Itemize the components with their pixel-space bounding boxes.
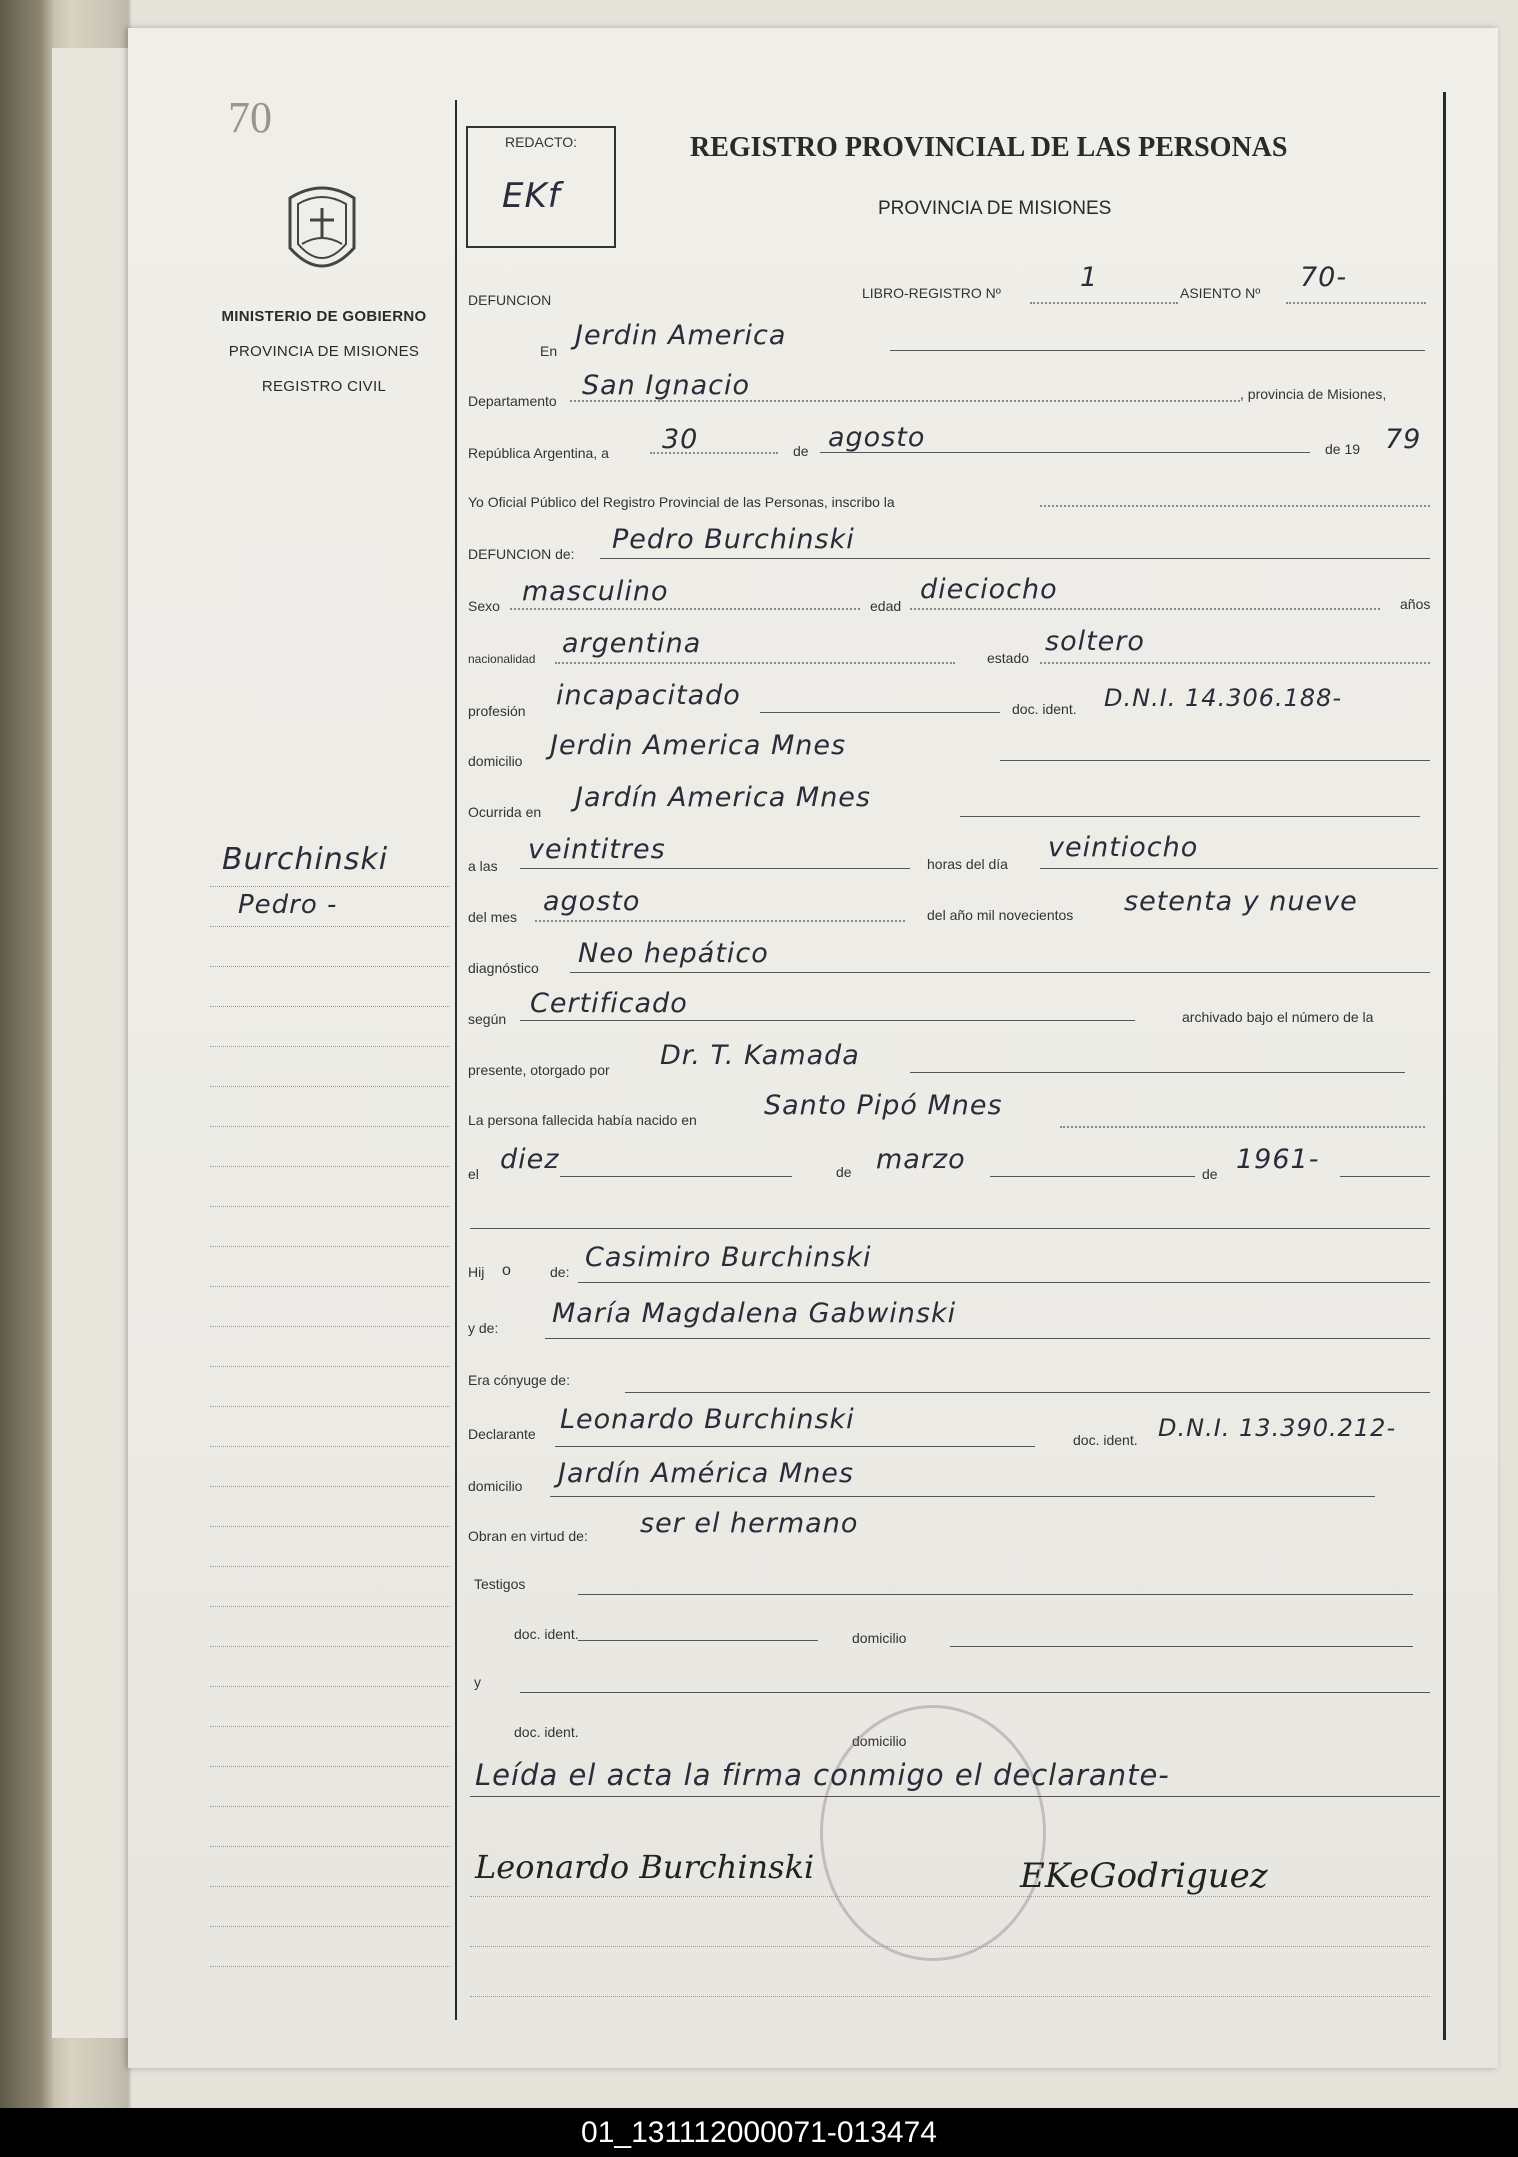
nacido-value: Santo Pipó Mnes <box>764 1090 1003 1121</box>
horas-value: veintiocho <box>1048 832 1199 863</box>
de3-label: de <box>1202 1166 1218 1182</box>
page-number: 70 <box>228 93 272 142</box>
horas-label: horas del día <box>927 856 1008 872</box>
archivado-label: archivado bajo el número de la <box>1182 1009 1374 1025</box>
domicilio-label: domicilio <box>468 753 523 769</box>
hijo-label: Hij <box>468 1264 485 1280</box>
mes-value: agosto <box>828 422 926 453</box>
right-column-rule <box>1443 92 1446 2040</box>
departamento-value: San Ignacio <box>582 370 751 401</box>
y-label: y <box>474 1674 481 1690</box>
underlying-sheet <box>52 48 133 2038</box>
y-de-label: y de: <box>468 1320 499 1336</box>
en-label: En <box>540 343 558 359</box>
edad-value: dieciocho <box>920 574 1058 605</box>
defuncion-de-value: Pedro Burchinski <box>612 524 855 555</box>
nacionalidad-value: argentina <box>562 628 702 659</box>
registry-subtitle: PROVINCIA DE MISIONES <box>878 198 1112 219</box>
de-anio-label: de 19 <box>1325 441 1361 457</box>
leida-text: Leída el acta la firma conmigo el declarante- <box>475 1758 1170 1792</box>
declarante-label: Declarante <box>468 1426 536 1442</box>
segun-label: según <box>468 1011 507 1027</box>
redacto-initials: EKf <box>502 176 561 216</box>
el-anio-value: 1961- <box>1236 1144 1320 1175</box>
madre-value: María Magdalena Gabwinski <box>552 1298 957 1329</box>
diagnostico-value: Neo hepático <box>578 938 769 969</box>
anio-mil-value: setenta y nueve <box>1124 886 1358 917</box>
sexo-label: Sexo <box>468 598 500 614</box>
asiento-value: 70- <box>1300 262 1348 293</box>
official-stamp <box>820 1705 1046 1961</box>
t1-dom-label: domicilio <box>852 1630 907 1646</box>
libro-label: LIBRO-REGISTRO Nº <box>862 285 1001 301</box>
hijo-de-label: de: <box>550 1264 570 1280</box>
t1-doc-label: doc. ident. <box>514 1626 579 1642</box>
presente-value: Dr. T. Kamada <box>660 1040 860 1071</box>
a-las-label: a las <box>468 858 498 874</box>
el-mes-value: marzo <box>876 1144 966 1175</box>
ministry-line3: REGISTRO CIVIL <box>261 378 387 395</box>
declarante-value: Leonardo Burchinski <box>560 1404 855 1435</box>
hijo-suffix: o <box>502 1262 511 1279</box>
anio-mil-label: del año mil novecientos <box>927 907 1074 923</box>
en-value: Jerdin America <box>575 320 787 351</box>
domicilio-value: Jerdin America Mnes <box>550 730 847 761</box>
ocurrida-value: Jardín America Mnes <box>575 782 871 813</box>
del-mes-label: del mes <box>468 909 518 925</box>
declarante-dom-label: domicilio <box>468 1478 523 1494</box>
padre-value: Casimiro Burchinski <box>585 1242 872 1273</box>
margin-surname: Burchinski <box>222 842 389 877</box>
sexo-value: masculino <box>522 576 669 607</box>
registry-title: REGISTRO PROVINCIAL DE LAS PERSONAS <box>690 132 1288 163</box>
el-label: el <box>468 1166 479 1182</box>
declarante-doc-value: D.N.I. 13.390.212- <box>1158 1414 1397 1442</box>
estado-label: estado <box>987 650 1030 666</box>
t2-doc-label: doc. ident. <box>514 1724 579 1740</box>
del-mes-value: agosto <box>543 886 641 917</box>
provincia-label: , provincia de Misiones, <box>1240 386 1387 402</box>
nacido-label: La persona fallecida había nacido en <box>468 1112 697 1128</box>
dia-value: 30 <box>662 424 699 455</box>
declarante-dom-value: Jardín América Mnes <box>558 1458 854 1489</box>
republica-label: República Argentina, a <box>468 445 609 461</box>
redacto-box <box>466 126 616 248</box>
declarante-doc-label: doc. ident. <box>1073 1432 1138 1448</box>
ocurrida-label: Ocurrida en <box>468 804 542 820</box>
de2-label: de <box>836 1164 852 1180</box>
act-type: DEFUNCION <box>468 292 552 308</box>
obran-value: ser el hermano <box>640 1508 859 1539</box>
t2-dom-label: domicilio <box>852 1733 907 1749</box>
segun-value: Certificado <box>530 988 688 1019</box>
profesion-label: profesión <box>468 703 526 719</box>
margin-name: Pedro - <box>238 890 338 920</box>
de-label: de <box>793 443 809 459</box>
asiento-label: ASIENTO Nº <box>1180 285 1261 301</box>
el-dia-value: diez <box>500 1144 560 1175</box>
declarante-signature: Leonardo Burchinski <box>475 1848 815 1886</box>
anio-value: 79 <box>1385 424 1422 455</box>
left-column-rule <box>455 100 457 2020</box>
conyuge-label: Era cónyuge de: <box>468 1372 570 1388</box>
image-id-footer: 01_131112000071-013474 <box>0 2108 1518 2157</box>
testigos-label: Testigos <box>474 1576 526 1592</box>
provincial-seal-icon <box>280 178 364 284</box>
obran-label: Obran en virtud de: <box>468 1528 588 1544</box>
redacto-label: REDACTO: <box>504 134 578 150</box>
presente-label: presente, otorgado por <box>468 1062 610 1078</box>
defuncion-de-label: DEFUNCION de: <box>468 546 575 562</box>
a-las-value: veintitres <box>528 834 666 865</box>
nacionalidad-label: nacionalidad <box>468 652 536 666</box>
profesion-value: incapacitado <box>556 680 741 711</box>
libro-value: 1 <box>1080 262 1099 293</box>
ministry-line2: PROVINCIA DE MISIONES <box>228 343 420 360</box>
anos-label: años <box>1400 596 1431 612</box>
estado-value: soltero <box>1045 626 1145 657</box>
doc-label: doc. ident. <box>1012 701 1077 717</box>
doc-value: D.N.I. 14.306.188- <box>1104 684 1343 712</box>
oficial-signature: EKeGodriguez <box>1020 1856 1268 1896</box>
edad-label: edad <box>870 598 902 614</box>
oficial-label: Yo Oficial Público del Registro Provincial de las Personas, inscribo la <box>468 494 895 510</box>
ministry-line1: MINISTERIO DE GOBIERNO <box>221 308 427 325</box>
diagnostico-label: diagnóstico <box>468 960 539 976</box>
departamento-label: Departamento <box>468 393 557 409</box>
